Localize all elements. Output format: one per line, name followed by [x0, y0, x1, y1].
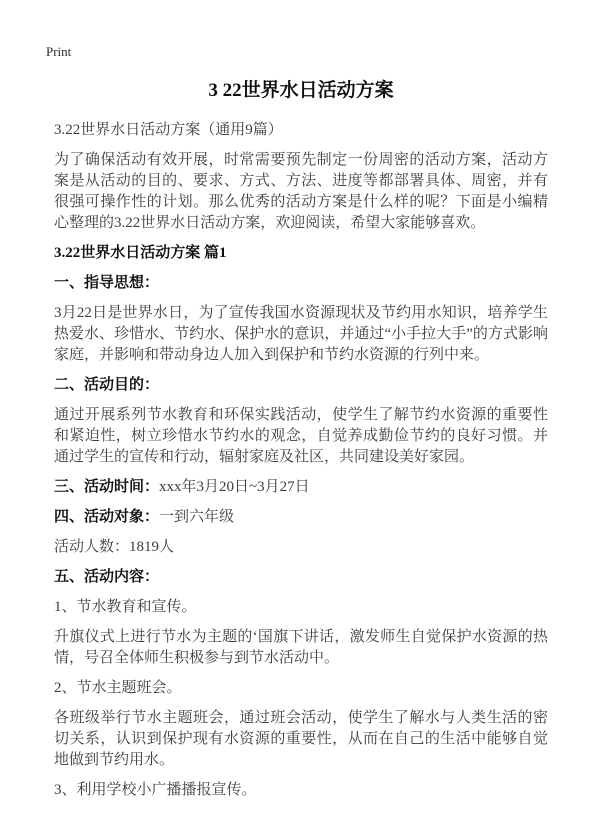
- section-heading-activity-content: 五、活动内容：: [54, 569, 160, 585]
- page-title: 3 22世界水日活动方案: [208, 80, 394, 101]
- paragraph-guiding-thought: 3月22日是世界水日，为了宣传我国水资源现状及节约用水知识，培养学生热爱水、珍惜水、节约水、保护水的意识，并通过“小手拉大手”的方式影响家庭，并影响和带动身边人加入到保护和节约水资源的行列中来。: [54, 305, 548, 363]
- content-item-1-title: 1、节水教育和宣传。: [54, 599, 197, 615]
- activity-target-label: 四、活动对象：: [54, 509, 160, 525]
- section-heading-activity-purpose: 二、活动目的：: [54, 377, 160, 393]
- paragraph-activity-purpose: 通过开展系列节水教育和环保实践活动，使学生了解节约水资源的重要性和紧迫性，树立珍惜水节约水的观念，自觉养成勤俭节约的良好习惯。并通过学生的宣传和行动，辐射家庭及社区，共同建设美好家园。: [54, 407, 548, 465]
- content-item-2-body: 各班级举行节水主题班会，通过班会活动，使学生了解水与人类生活的密切关系，认识到保护现有水资源的重要性，从而在自己的生活中能够自觉地做到节约用水。: [54, 710, 548, 768]
- activity-time-value: xxx年3月20日~3月27日: [159, 479, 310, 495]
- piece-heading: 3.22世界水日活动方案 篇1: [54, 245, 227, 261]
- intro-paragraph: 为了确保活动有效开展，时常需要预先制定一份周密的活动方案，活动方案是从活动的目的、要求、方式、方法、进度等都部署具体、周密，并有很强可操作性的计划。那么优秀的活动方案是什么样的呢？下面是小编精心整理的3.22世界水日活动方案，欢迎阅读，希望大家能够喜欢。: [54, 152, 548, 231]
- print-link[interactable]: Print: [46, 44, 72, 59]
- content-item-1-body: 升旗仪式上进行节水为主题的‘国旗下讲话，激发师生自觉保护水资源的热情，号召全体师生积极参与到节水活动中。: [54, 629, 548, 666]
- doc-subtitle: 3.22世界水日活动方案（通用9篇）: [54, 122, 283, 138]
- section-heading-guiding-thought: 一、指导思想：: [54, 275, 160, 291]
- activity-time-label: 三、活动时间：: [54, 479, 160, 495]
- content-item-2-title: 2、节水主题班会。: [54, 680, 182, 696]
- section-line-activity-time: [54, 477, 548, 498]
- content-item-3-title: 3、利用学校小广播播报宣传。: [54, 782, 257, 798]
- participants-line: 活动人数：1819人: [54, 539, 175, 555]
- section-line-activity-target: [54, 507, 548, 528]
- activity-target-value: 一到六年级: [159, 509, 235, 525]
